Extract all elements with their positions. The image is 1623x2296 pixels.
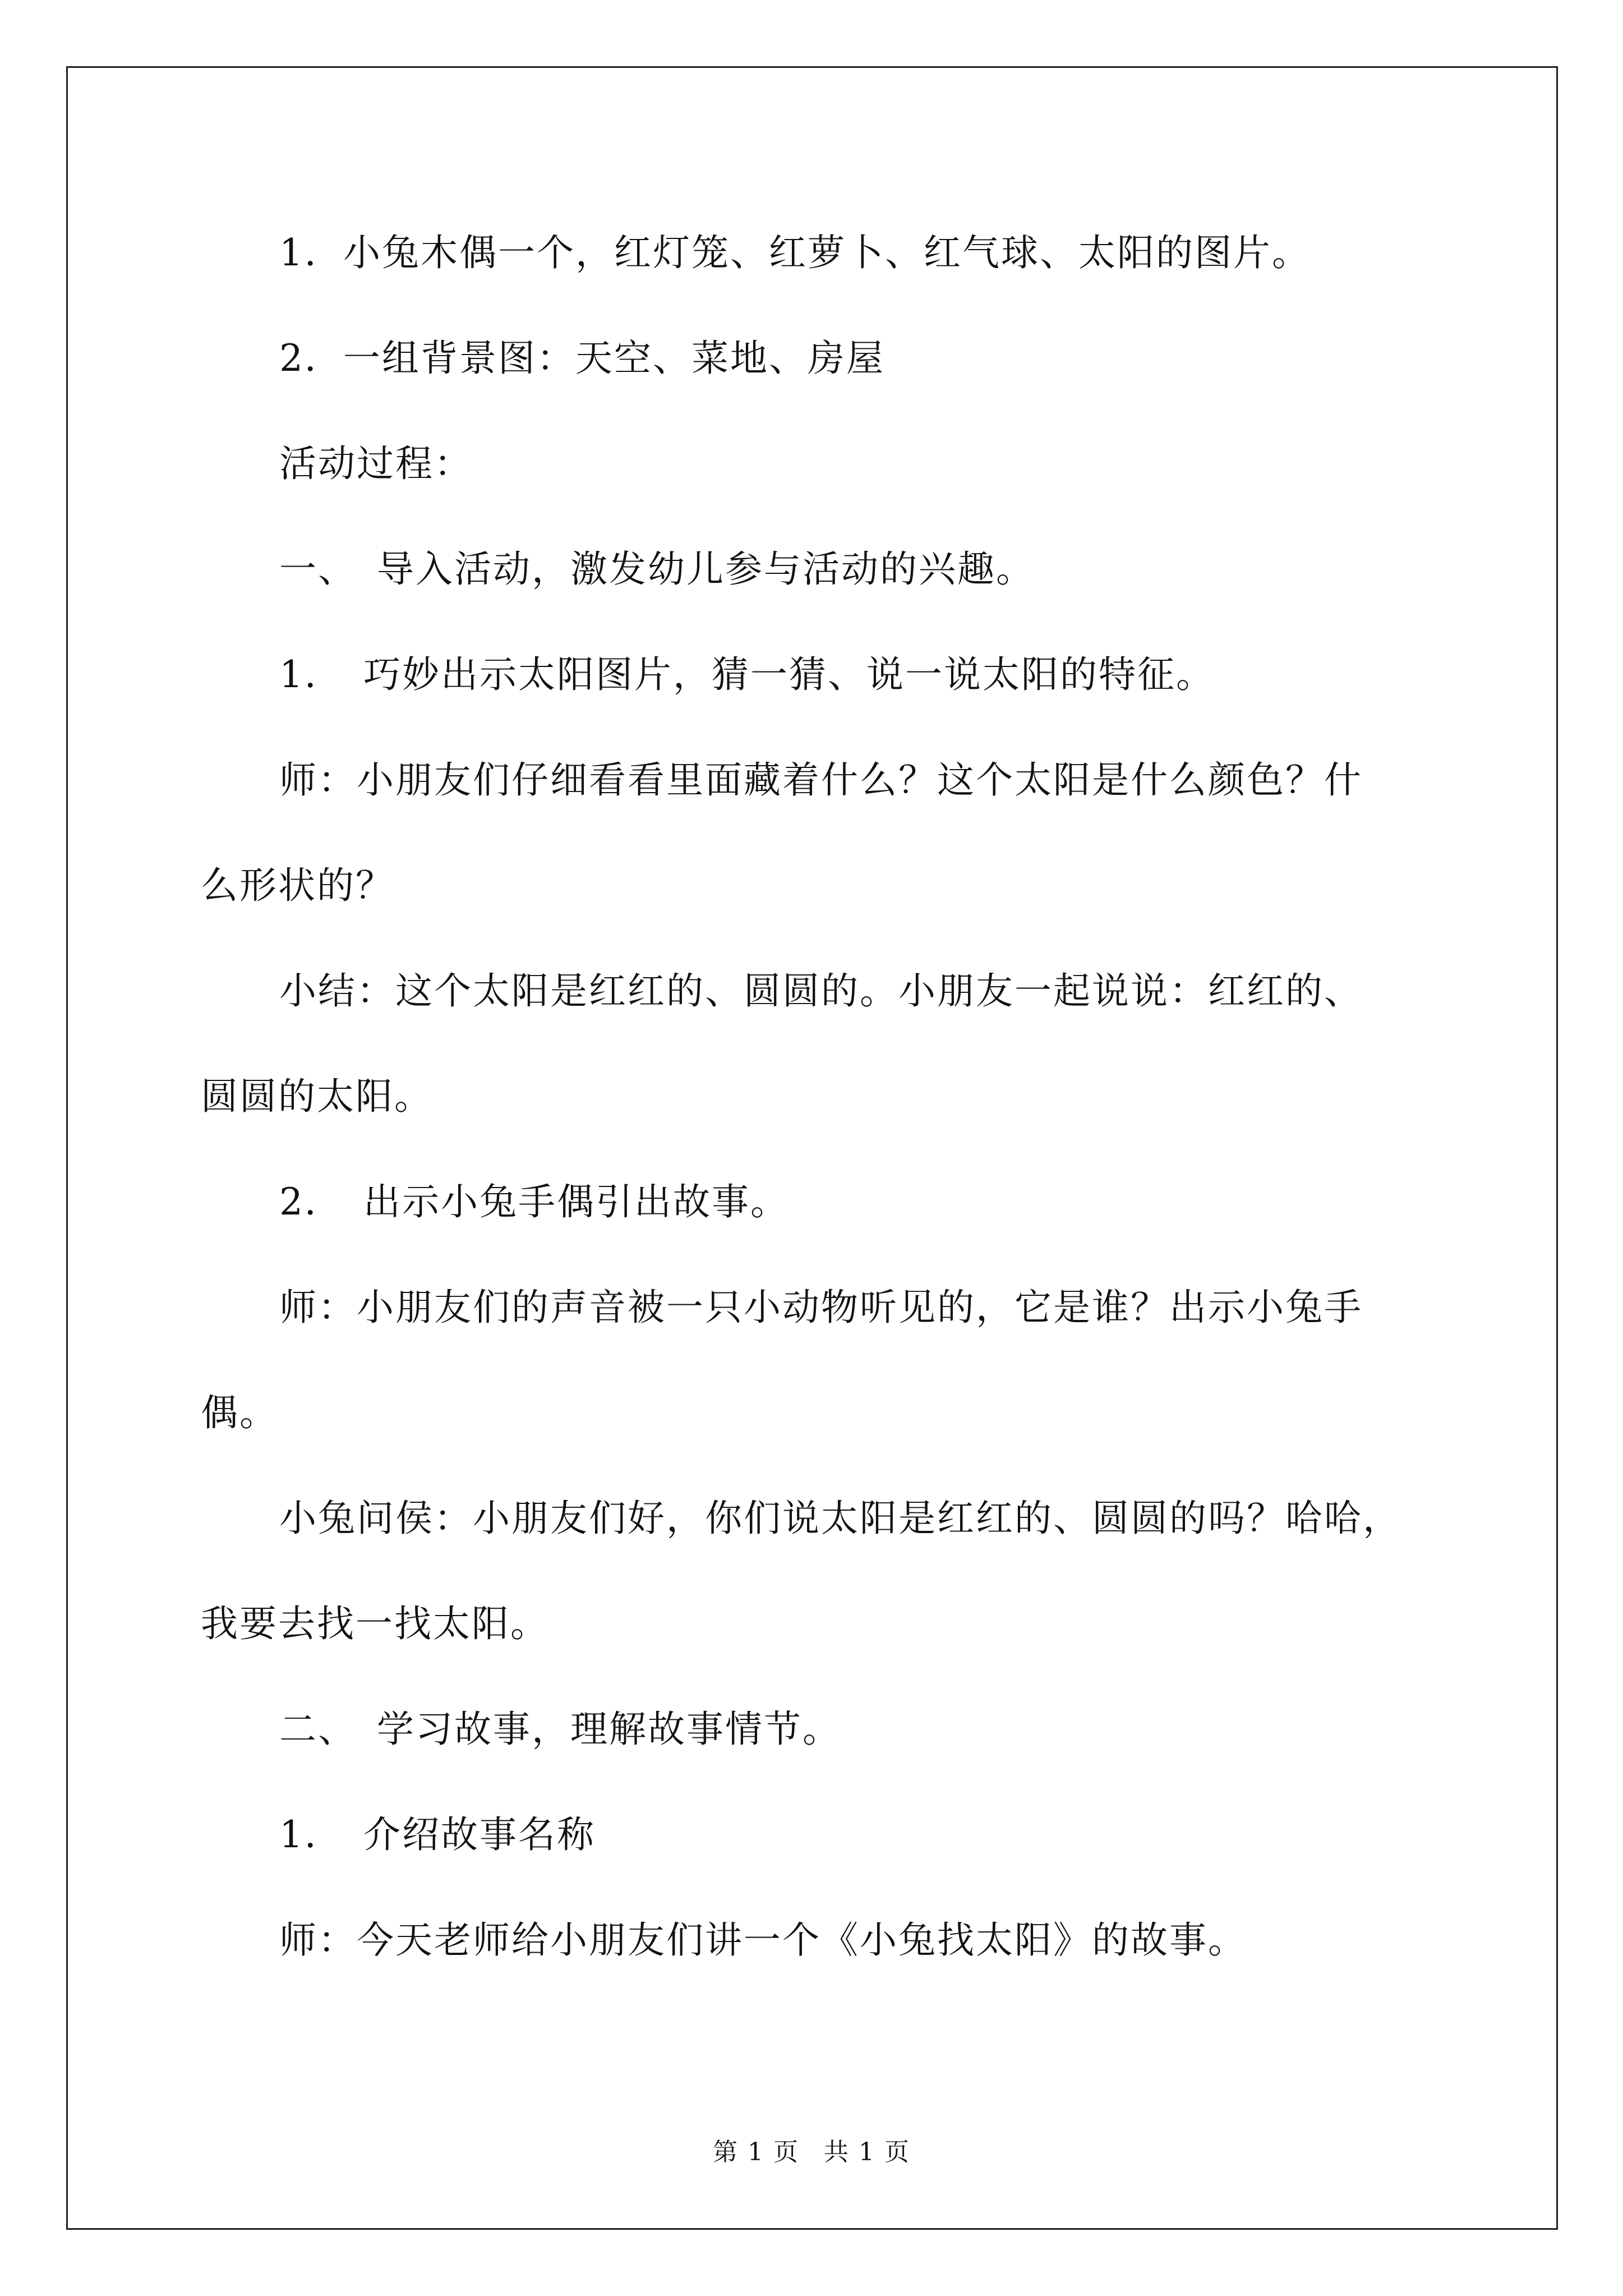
teacher-line-3: 师：今天老师给小朋友们讲一个《小兔找太阳》的故事。 [279,1918,1247,1962]
page-border [66,66,1558,2230]
step-2-1: 1． 介绍故事名称 [279,1813,596,1856]
step-1-2: 2． 出示小兔手偶引出故事。 [279,1180,789,1223]
step-1-1: 1． 巧妙出示太阳图片，猜一猜、说一说太阳的特征。 [279,653,1215,696]
paragraph-materials-2: 2．一组背景图：天空、菜地、房屋 [279,337,885,380]
section-heading-1: 一、 导入活动，激发幼儿参与活动的兴趣。 [279,547,1035,591]
teacher-line-1-cont: 么形状的？ [201,864,394,907]
rabbit-greeting: 小兔问侯：小朋友们好，你们说太阳是红红的、圆圆的吗？哈哈， [279,1497,1401,1540]
paragraph-materials-1: 1．小兔木偶一个，红灯笼、红萝卜、红气球、太阳的图片。 [279,231,1311,274]
summary-line: 小结：这个太阳是红红的、圆圆的。小朋友一起说说：红红的、 [279,969,1363,1013]
page-footer [0,2132,1623,2168]
teacher-line-2: 师：小朋友们的声音被一只小动物听见的，它是谁？出示小兔手 [279,1286,1363,1329]
teacher-line-1: 师：小朋友们仔细看看里面藏着什么？这个太阳是什么颜色？什 [279,758,1363,802]
heading-activity-process: 活动过程： [279,442,473,485]
rabbit-greeting-cont: 我要去找一找太阳。 [201,1602,549,1645]
page-number-total: 共 1 页 [824,2138,910,2166]
section-heading-2: 二、 学习故事，理解故事情节。 [279,1708,841,1751]
summary-line-cont: 圆圆的太阳。 [201,1075,433,1118]
teacher-line-2-cont: 偶。 [201,1391,278,1434]
page-number-current: 第 1 页 [713,2138,799,2166]
